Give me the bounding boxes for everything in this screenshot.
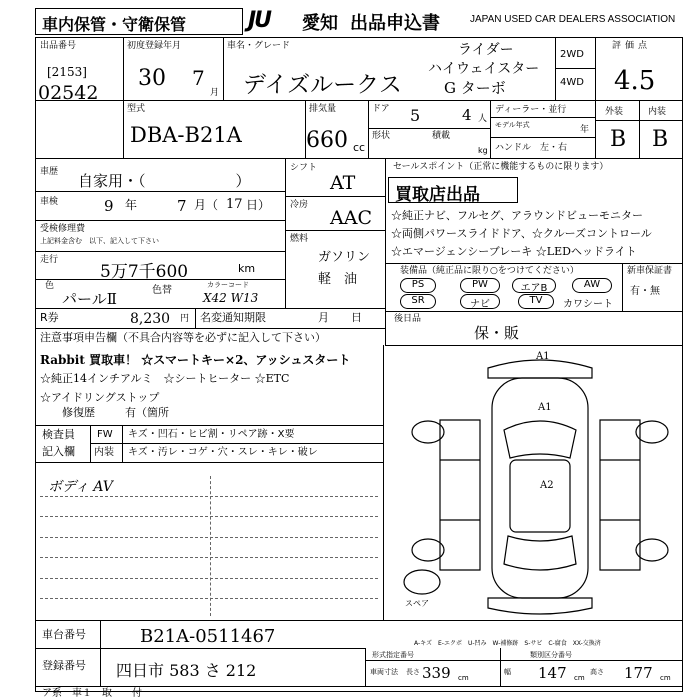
shape-label: 形状: [372, 131, 391, 141]
tax-notice-label: 名変通知期限: [200, 311, 266, 324]
fuel-gasoline: ガソリン: [318, 250, 371, 265]
spare-label: スペア: [405, 599, 429, 608]
equipment-label: 装備品（純正品に限り○をつけてください）: [400, 266, 579, 276]
vehicle-grade-3: G ターボ: [444, 79, 506, 97]
recycle-unit: 円: [180, 314, 190, 324]
interior-label: 内装: [648, 107, 667, 117]
model-label: 型式: [127, 104, 146, 114]
front-bumper: [488, 360, 592, 378]
rating-score: 4.5: [614, 66, 656, 96]
recycle-amount: 8,230: [130, 311, 171, 327]
width-value: 147: [538, 664, 567, 682]
vehicle-name: デイズルークス: [243, 72, 402, 98]
equipment-tv[interactable]: TV: [518, 294, 554, 309]
width-unit: cm: [574, 674, 585, 682]
inspection-prev-sub: 上記料金含む 以下、記入して下さい: [40, 237, 159, 245]
inspection-label: 車検: [40, 197, 59, 207]
inspection-month: 7: [177, 197, 187, 215]
load-label: 積載: [432, 131, 451, 141]
inspector-label: 検査員: [42, 428, 75, 441]
tyre-rear-left: [412, 539, 444, 561]
equipment-leather[interactable]: カワシート: [563, 299, 613, 310]
shift-value: AT: [330, 172, 356, 194]
mileage-unit: km: [238, 262, 256, 275]
inspection-day: 17: [226, 197, 243, 212]
lot-number: 02542: [38, 82, 99, 104]
color-label: 色: [45, 281, 55, 291]
displacement-label: 排気量: [309, 104, 337, 114]
exterior-grade: B: [610, 127, 627, 152]
color-code-label: カラーコード: [207, 281, 249, 289]
height-value: 177: [624, 664, 653, 682]
recorder-label: 記入欄: [42, 445, 75, 458]
tyre-front-right: [636, 421, 668, 443]
notes-label: 注意事項申告欄（不具合内容等を必ずに記入して下さい）: [40, 331, 326, 344]
lot-label: 出品番号: [40, 41, 77, 51]
displacement-value: 660: [306, 128, 348, 153]
history-value: 自家用・（ ）: [78, 172, 251, 190]
sales-highlight: 買取店出品: [395, 185, 480, 205]
mark-a1-front: A1: [536, 351, 550, 362]
inspection-year: 9: [104, 197, 114, 215]
notes-line-2: ☆純正14インチアルミ ☆シートヒーター ☆ETC: [40, 372, 290, 385]
inspection-day-unit: 日）: [246, 198, 271, 212]
tyre-rear-right: [636, 539, 668, 561]
vehicle-grade-2: ハイウェイスター: [428, 61, 540, 77]
load-unit: kg: [478, 146, 488, 155]
color-code-value: X42 W13: [203, 291, 259, 305]
registration-month: 7: [192, 66, 205, 90]
doors-label: ドア: [372, 104, 390, 114]
mileage-label: 走行: [40, 255, 59, 265]
year-unit: 年: [580, 125, 590, 135]
height-unit: cm: [660, 674, 671, 682]
recycle-label: R券: [40, 311, 59, 324]
model-year-label: モデル年式: [495, 121, 530, 129]
inspection-year-unit: 年: [125, 198, 138, 212]
equipment-pw[interactable]: PW: [460, 278, 500, 293]
mark-a2-roof: A2: [540, 480, 554, 491]
interior-grade: B: [652, 127, 669, 152]
equipment-airbag[interactable]: エアB: [512, 278, 556, 293]
type-label: 形式指定番号: [372, 651, 414, 659]
repair-value: 有（箇所: [125, 406, 169, 419]
body-notes-line-1: ボディ AV: [48, 479, 113, 495]
sales-line-3: ☆エマージェンシーブレーキ ☆LEDヘッドライト: [391, 245, 637, 258]
storage-tab-text: 車内保管・守衛保管: [42, 15, 187, 34]
windshield-outline: [504, 421, 576, 458]
mark-a1-hood: A1: [538, 402, 552, 413]
org-english: JAPAN USED CAR DEALERS ASSOCIATION: [470, 14, 676, 25]
width-label: 幅: [504, 668, 511, 676]
plate-value: 四日市 583 さ 212: [116, 661, 257, 680]
footer-strip: ア系 車１ 取 付: [42, 688, 142, 699]
form-title: 出品申込書: [350, 13, 440, 34]
lot-sub-number: [2153]: [47, 65, 87, 79]
sales-line-1: ☆純正ナビ、フルセグ、アラウンドビューモニター: [391, 209, 644, 222]
ju-logo: [248, 8, 300, 34]
notes-line-3: ☆アイドリングストップ: [40, 391, 160, 404]
color-change-label: 色替: [152, 285, 172, 296]
after-label: 後日品: [394, 314, 422, 324]
equipment-sr[interactable]: SR: [400, 294, 436, 309]
notes-line-1: Rabbit 買取車！ ☆スマートキー×2、アッシュスタート: [40, 353, 351, 367]
shift-label: シフト: [290, 163, 318, 173]
warranty-value: 有・無: [630, 286, 660, 297]
equipment-navi[interactable]: ナビ: [460, 294, 500, 309]
left-side: [440, 420, 480, 570]
tax-notice-unit: 月 日: [318, 311, 362, 324]
dealer-label: ディーラー・並行: [495, 105, 567, 115]
history-label: 車歴: [40, 167, 59, 177]
rear-bumper: [488, 598, 592, 614]
length-value: 339: [422, 664, 451, 682]
plate-label: 登録番号: [42, 659, 86, 672]
registration-label: 初度登録年月: [127, 41, 182, 51]
vehicle-name-label: 車名・グレード: [227, 41, 291, 51]
registration-month-unit: 月: [210, 88, 220, 98]
sales-line-2: ☆両側パワースライドドア、☆クルーズコントロール: [391, 227, 652, 240]
doors-value: 5: [410, 106, 421, 125]
ju-logo-mark: JU: [248, 8, 271, 33]
capacity-unit: 人: [478, 114, 488, 124]
codes-line-1: キズ・凹石・ヒビ割・リペア跡・X要: [128, 429, 295, 440]
right-side: [600, 420, 640, 570]
capacity-value: 4: [462, 106, 472, 124]
vehicle-grade-1: ライダー: [458, 42, 514, 58]
warranty-label: 新車保証書: [627, 266, 673, 276]
sales-points-label: セールスポイント（正常に機能するものに限ります）: [393, 162, 609, 172]
stamp-text: 保・販: [474, 324, 520, 342]
model-value: DBA-B21A: [130, 123, 242, 147]
tyre-front-left: [412, 421, 444, 443]
diagram-legend: A-キズ E-エクボ U-凹み W-補修跡 S-サビ C-腐食 XX-交換済: [414, 640, 601, 647]
sales-highlight-box: [388, 177, 518, 203]
rear-window-outline: [504, 536, 576, 570]
roof-outline: [510, 460, 570, 532]
ac-value: AAC: [330, 207, 372, 229]
length-unit: cm: [458, 674, 469, 682]
rating-label: 評価点: [612, 41, 652, 51]
drive-2wd: 2WD: [560, 49, 584, 60]
handle-label: ハンドル 左・右: [495, 143, 568, 153]
chassis-value: B21A-0511467: [140, 626, 276, 647]
dims-label: 車両寸法: [370, 668, 398, 676]
org-prefecture: 愛知: [302, 13, 338, 34]
registration-year: 30: [138, 66, 166, 91]
storage-tab: [35, 8, 243, 35]
code-interior: 内装: [94, 447, 114, 458]
code-fw: FW: [97, 429, 113, 440]
codes-line-2: キズ・汚レ・コゲ・穴・スレ・キレ・破レ: [128, 447, 318, 458]
chassis-label: 車台番号: [42, 628, 86, 641]
equipment-ps[interactable]: PS: [400, 278, 436, 293]
fuel-label: 燃料: [290, 234, 309, 244]
height-label: 高さ: [590, 668, 604, 676]
fuel-light-oil: 軽 油: [318, 272, 358, 287]
mileage-value: 5万7千600: [100, 262, 189, 282]
drive-4wd: 4WD: [560, 77, 584, 88]
inspection-prev-label: 受検修理費: [40, 224, 86, 234]
inspection-month-unit: 月（: [194, 198, 219, 212]
exterior-label: 外装: [605, 107, 624, 117]
displacement-unit: cc: [353, 141, 366, 154]
color-value: パールⅡ: [62, 290, 117, 308]
repair-label: 修復歴: [62, 406, 95, 419]
car-damage-diagram[interactable]: [400, 350, 680, 620]
spare-tyre: [404, 570, 440, 594]
category-label: 類別区分番号: [530, 651, 572, 659]
ac-label: 冷房: [290, 200, 309, 210]
length-label: 長さ: [406, 668, 420, 676]
equipment-aw[interactable]: AW: [572, 278, 612, 293]
